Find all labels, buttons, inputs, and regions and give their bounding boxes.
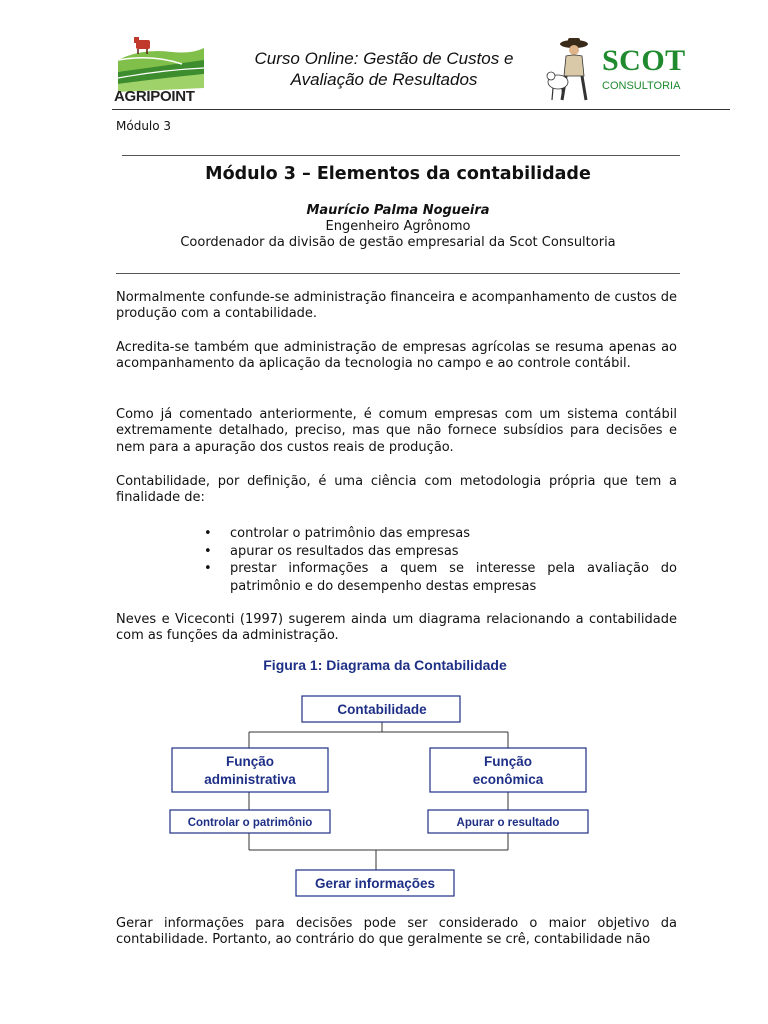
document-title: Módulo 3 – Elementos da contabilidade	[205, 164, 591, 184]
paragraph	[116, 407, 677, 456]
controlar-patrimonio-label: Controlar o patrimônio	[187, 817, 313, 829]
header-divider	[112, 109, 730, 110]
scot-consultoria-logo	[544, 36, 694, 106]
paragraph	[116, 612, 677, 645]
bullet-list	[204, 525, 677, 595]
paragraph	[116, 916, 677, 949]
paragraph	[116, 290, 677, 323]
course-title	[214, 48, 554, 90]
paragraph-text: Neves e Viceconti (1997) sugerem ainda um diagrama relacionando a contabilidade com as funções da administração.	[116, 612, 677, 644]
agripoint-logo-text: AGRIPOINT	[114, 88, 195, 105]
bullet-item: • prestar informações a quem se interesse pela avaliação do patrimônio e do desempenho destas empresas	[204, 560, 677, 595]
paragraph	[116, 340, 677, 373]
funcao-economica-line-1: Função	[483, 754, 533, 769]
diagram-connectors	[249, 722, 508, 870]
course-title-line-2: Avaliação de Resultados	[290, 70, 478, 89]
gerar-informacoes-label: Gerar informações	[314, 876, 436, 891]
contabilidade-label: Contabilidade	[337, 702, 427, 717]
paragraph	[116, 474, 677, 507]
scot-logo-subtext: CONSULTORIA	[602, 80, 681, 92]
course-title-line-1: Curso Online: Gestão de Custos e	[254, 49, 514, 68]
module-label: Módulo 3	[116, 119, 172, 133]
paragraph-text: Acredita-se também que administração de empresas agrícolas se resuma apenas ao acompanhamento da aplicação da tecnologia no campo e ao controle contábil.	[116, 340, 677, 372]
bullet-item: • controlar o patrimônio das empresas	[204, 525, 677, 543]
funcao-administrativa-line-2: administrativa	[204, 772, 296, 787]
scot-logo-text: SCOT	[602, 44, 686, 77]
cowboy-with-calf-icon	[544, 36, 600, 106]
paragraph-text: Gerar informações para decisões pode ser considerado o maior objetivo da contabilidade. Portanto, ao contrário do que geralmente se crê, contabilidade não	[116, 916, 677, 948]
figure-caption: Figura 1: Diagrama da Contabilidade	[263, 657, 507, 673]
paragraph-text: Como já comentado anteriormente, é comum empresas com um sistema contábil extremamente detalhado, preciso, mas que não fornece subsídios para decisões e nem para a apuração dos custos reais de produção.	[116, 407, 677, 455]
title-divider-bottom	[116, 273, 680, 274]
paragraph-text: Contabilidade, por definição, é uma ciência com metodologia própria que tem a finalidade de:	[116, 474, 677, 506]
agripoint-logo	[112, 34, 206, 106]
author-name: Maurício Palma Nogueira	[306, 203, 490, 218]
author-position: Coordenador da divisão de gestão empresarial da Scot Consultoria	[180, 235, 616, 250]
funcao-economica-line-2: econômica	[472, 772, 544, 787]
bullet-item: • apurar os resultados das empresas	[204, 543, 677, 561]
apurar-resultado-label: Apurar o resultado	[456, 817, 560, 829]
accounting-diagram	[150, 652, 620, 902]
title-divider-top	[122, 155, 680, 156]
funcao-administrativa-line-1: Função	[225, 754, 275, 769]
author-role: Engenheiro Agrônomo	[325, 219, 471, 234]
paragraph-text: Normalmente confunde-se administração financeira e acompanhamento de custos de produção com a contabilidade.	[116, 290, 677, 322]
